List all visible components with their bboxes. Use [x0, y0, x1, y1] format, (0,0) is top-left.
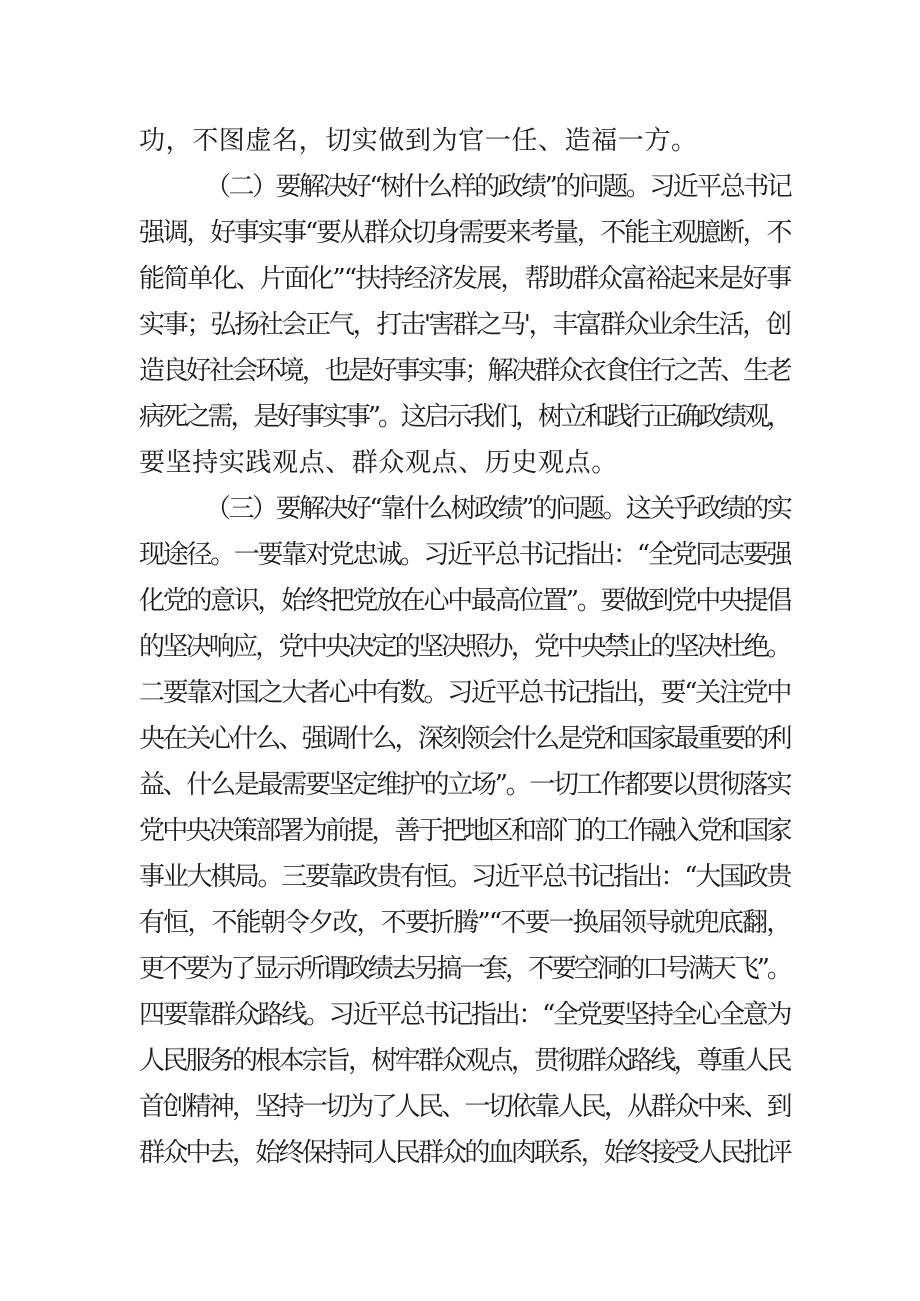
text-line: 央在关心什么、强调什么，深刻领会什么是党和国家最重要的利: [139, 724, 790, 754]
text-line: 强调，好事实事“要从群众切身需要来考量，不能主观臆断，不: [139, 218, 791, 248]
text-line: 二要靠对国之大者心中有数。习近平总书记指出，要“关注党中: [139, 678, 791, 708]
text-line: 功，不图虚名，切实做到为官一任、造福一方。: [139, 126, 698, 156]
text-line: 有恒，不能朝令夕改，不要折腾”“不要一换届领导就兜底翻，: [139, 908, 791, 938]
paragraph-2-heading-line: （二）要解决好“树什么样的政绩”的问题。习近平总书记: [205, 172, 791, 202]
text-line: 现途径。一要靠对党忠诚。习近平总书记指出：“全党同志要强: [139, 540, 791, 570]
text-line: 党中央决策部署为前提，善于把地区和部门的工作融入党和国家: [139, 816, 790, 846]
text-line: 的坚决响应，党中央决定的坚决照办，党中央禁止的坚决杜绝。: [139, 632, 790, 662]
text-line: 能简单化、片面化”“扶持经济发展，帮助群众富裕起来是好事: [139, 264, 791, 294]
text-line: 群众中去，始终保持同人民群众的血肉联系，始终接受人民批评: [139, 1138, 790, 1168]
text-line: 病死之需，是好事实事”。这启示我们，树立和践行正确政绩观，: [139, 402, 790, 432]
text-line: 事业大棋局。三要靠政贵有恒。习近平总书记指出：“大国政贵: [139, 862, 791, 892]
paragraph-3-heading-line: （三）要解决好“靠什么树政绩”的问题。这关乎政绩的实: [205, 494, 791, 524]
text-line: 更不要为了显示所谓政绩去另搞一套，不要空洞的口号满天飞”。: [139, 954, 790, 984]
text-line: 要坚持实践观点、群众观点、历史观点。: [139, 448, 618, 478]
text-line: 实事；弘扬社会正气，打击'害群之马'，丰富群众业余生活，创: [139, 310, 790, 340]
text-line: 首创精神，坚持一切为了人民、一切依靠人民，从群众中来、到: [139, 1092, 790, 1122]
text-line: 化党的意识，始终把党放在心中最高位置”。要做到党中央提倡: [139, 586, 791, 616]
text-line: 造良好社会环境，也是好事实事；解决群众衣食住行之苦、生老: [139, 356, 790, 386]
text-line: 益、什么是最需要坚定维护的立场”。一切工作都要以贯彻落实: [139, 770, 791, 800]
text-line: 四要靠群众路线。习近平总书记指出：“全党要坚持全心全意为: [139, 1000, 791, 1030]
text-line: 人民服务的根本宗旨，树牢群众观点，贯彻群众路线，尊重人民: [139, 1046, 790, 1076]
